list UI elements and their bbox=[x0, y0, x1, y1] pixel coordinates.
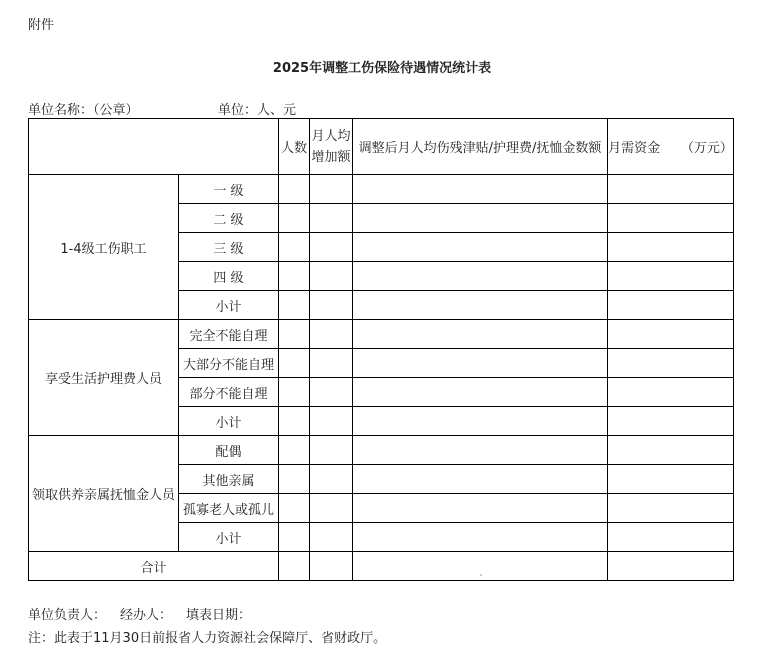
data-cell[interactable] bbox=[608, 378, 734, 407]
header-funds-label: 月需资金 bbox=[608, 141, 661, 156]
data-cell[interactable] bbox=[608, 349, 734, 378]
data-cell[interactable] bbox=[279, 552, 310, 581]
row-label: 三 级 bbox=[179, 233, 279, 262]
data-cell[interactable] bbox=[310, 552, 353, 581]
row-label: 完全不能自理 bbox=[179, 320, 279, 349]
header-funds-unit: （万元） bbox=[680, 141, 733, 156]
data-cell[interactable] bbox=[353, 291, 608, 320]
data-cell[interactable] bbox=[353, 378, 608, 407]
data-cell[interactable] bbox=[353, 436, 608, 465]
data-cell[interactable] bbox=[608, 320, 734, 349]
data-cell[interactable] bbox=[279, 436, 310, 465]
data-cell[interactable] bbox=[353, 320, 608, 349]
data-cell[interactable] bbox=[353, 204, 608, 233]
data-cell[interactable] bbox=[310, 233, 353, 262]
speck bbox=[480, 574, 482, 576]
data-cell[interactable] bbox=[279, 320, 310, 349]
data-cell[interactable] bbox=[353, 349, 608, 378]
row-label: 小计 bbox=[179, 291, 279, 320]
data-cell[interactable] bbox=[279, 494, 310, 523]
leader-label: 单位负责人： bbox=[28, 608, 107, 623]
header-funds bbox=[608, 119, 734, 175]
total-label: 合计 bbox=[29, 552, 279, 581]
data-cell[interactable] bbox=[608, 291, 734, 320]
row-label: 配偶 bbox=[179, 436, 279, 465]
data-cell[interactable] bbox=[608, 436, 734, 465]
row-label: 其他亲属 bbox=[179, 465, 279, 494]
row-label: 孤寡老人或孤儿 bbox=[179, 494, 279, 523]
data-cell[interactable] bbox=[353, 175, 608, 204]
data-cell[interactable] bbox=[310, 349, 353, 378]
row-label: 四 级 bbox=[179, 262, 279, 291]
header-adjusted-amount: 调整后月人均伤残津贴/护理费/抚恤金数额 bbox=[353, 119, 608, 175]
data-cell[interactable] bbox=[353, 552, 608, 581]
data-cell[interactable] bbox=[353, 407, 608, 436]
header-row bbox=[29, 119, 734, 175]
table-row bbox=[29, 175, 734, 204]
data-cell[interactable] bbox=[310, 436, 353, 465]
data-cell[interactable] bbox=[608, 494, 734, 523]
data-cell[interactable] bbox=[353, 494, 608, 523]
total-row bbox=[29, 552, 734, 581]
data-cell[interactable] bbox=[608, 407, 734, 436]
row-label: 大部分不能自理 bbox=[179, 349, 279, 378]
group-label-workers: 1-4级工伤职工 bbox=[29, 175, 179, 320]
data-cell[interactable] bbox=[608, 552, 734, 581]
data-cell[interactable] bbox=[353, 523, 608, 552]
row-label: 小计 bbox=[179, 407, 279, 436]
group-label-dependents: 领取供养亲属抚恤金人员 bbox=[29, 436, 179, 552]
header-avg-increase: 月人均增加额 bbox=[310, 119, 353, 175]
signature-line bbox=[28, 604, 265, 623]
header-count: 人数 bbox=[279, 119, 310, 175]
header-blank-cell bbox=[29, 119, 279, 175]
data-cell[interactable] bbox=[279, 523, 310, 552]
data-cell[interactable] bbox=[310, 175, 353, 204]
data-cell[interactable] bbox=[279, 407, 310, 436]
data-cell[interactable] bbox=[279, 175, 310, 204]
row-label: 小计 bbox=[179, 523, 279, 552]
table-row bbox=[29, 320, 734, 349]
document-title: 2025年调整工伤保险待遇情况统计表 bbox=[272, 61, 492, 76]
unit-label: 单位：人、元 bbox=[218, 103, 297, 118]
data-cell[interactable] bbox=[310, 204, 353, 233]
data-cell[interactable] bbox=[608, 175, 734, 204]
data-cell[interactable] bbox=[279, 291, 310, 320]
data-cell[interactable] bbox=[279, 262, 310, 291]
data-cell[interactable] bbox=[353, 233, 608, 262]
statistics-table bbox=[28, 118, 734, 581]
date-label: 填表日期： bbox=[186, 608, 252, 623]
data-cell[interactable] bbox=[310, 291, 353, 320]
unit-name-label: 单位名称：（公章） bbox=[28, 103, 139, 118]
handler-label: 经办人： bbox=[120, 608, 173, 623]
row-label: 一 级 bbox=[179, 175, 279, 204]
data-cell[interactable] bbox=[353, 465, 608, 494]
data-cell[interactable] bbox=[608, 233, 734, 262]
data-cell[interactable] bbox=[279, 233, 310, 262]
data-cell[interactable] bbox=[279, 349, 310, 378]
note-text: 注：此表于11月30日前报省人力资源社会保障厅、省财政厅。 bbox=[28, 631, 387, 646]
attachment-label: 附件 bbox=[28, 18, 55, 33]
group-label-nursing: 享受生活护理费人员 bbox=[29, 320, 179, 436]
data-cell[interactable] bbox=[279, 204, 310, 233]
data-cell[interactable] bbox=[310, 262, 353, 291]
row-label: 部分不能自理 bbox=[179, 378, 279, 407]
data-cell[interactable] bbox=[310, 523, 353, 552]
data-cell[interactable] bbox=[310, 378, 353, 407]
data-cell[interactable] bbox=[353, 262, 608, 291]
data-cell[interactable] bbox=[279, 465, 310, 494]
data-cell[interactable] bbox=[310, 407, 353, 436]
data-cell[interactable] bbox=[608, 262, 734, 291]
data-cell[interactable] bbox=[608, 523, 734, 552]
data-cell[interactable] bbox=[608, 204, 734, 233]
data-cell[interactable] bbox=[310, 465, 353, 494]
data-cell[interactable] bbox=[310, 320, 353, 349]
data-cell[interactable] bbox=[279, 378, 310, 407]
data-cell[interactable] bbox=[608, 465, 734, 494]
row-label: 二 级 bbox=[179, 204, 279, 233]
data-cell[interactable] bbox=[310, 494, 353, 523]
table-row bbox=[29, 436, 734, 465]
